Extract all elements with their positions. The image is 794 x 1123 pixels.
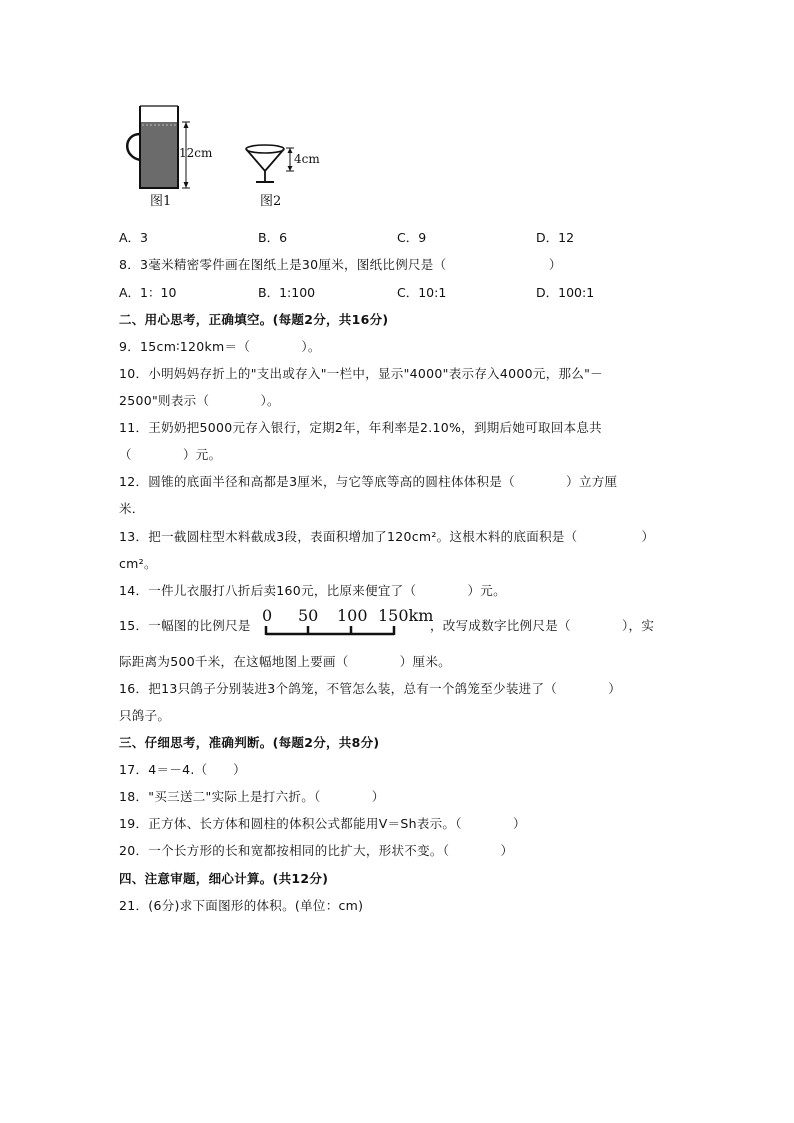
question-13-line-1: 13．把一截圆柱型木料截成3段，表面积增加了120cm²。这根木料的底面积是（ ） (119, 529, 655, 544)
q7-option-b: B．6 (258, 230, 288, 245)
q8-option-d: D．100:1 (536, 285, 595, 300)
question-9: 9．15cm∶120km＝（ ）。 (119, 339, 321, 354)
question-20: 20．一个长方形的长和宽都按相同的比扩大，形状不变。（ ） (119, 843, 514, 858)
question-10-line-1: 10．小明妈妈存折上的"支出或存入"一栏中，显示"4000"表示存入4000元，那么"－ (119, 366, 603, 381)
scale-label-0: 0 (262, 606, 273, 625)
question-10-line-2: 2500"则表示（ ）。 (119, 393, 280, 408)
scale-label-100: 100 (337, 606, 368, 625)
question-15-suffix: ，改写成数字比例尺是（ ），实 (430, 618, 655, 633)
question-19: 19．正方体、长方体和圆柱的体积公式都能用V＝Sh表示。（ ） (119, 816, 526, 831)
scale-bar (264, 624, 400, 636)
fig2-height-label: 4cm (294, 152, 320, 166)
question-15-prefix: 15．一幅图的比例尺是 (119, 618, 251, 633)
q7-option-a: A．3 (119, 230, 149, 245)
section-4-title: 四、注意审题，细心计算。(共12分) (119, 871, 329, 886)
question-13-line-2: cm²。 (119, 556, 157, 571)
figure-2-cone-glass (240, 138, 300, 188)
question-12-line-1: 12．圆锥的底面半径和高都是3厘米，与它等底等高的圆柱体体积是（ ）立方厘 (119, 474, 618, 489)
question-17: 17．4＝－4.（ ） (119, 762, 246, 777)
question-8: 8．3毫米精密零件画在图纸上是30厘米，图纸比例尺是（ ） (119, 257, 562, 272)
q7-option-c: C．9 (397, 230, 427, 245)
q8-option-c: C．10:1 (397, 285, 447, 300)
scale-label-50: 50 (298, 606, 319, 625)
section-3-title: 三、仔细思考，准确判断。(每题2分，共8分) (119, 735, 380, 750)
question-12-line-2: 米． (119, 501, 145, 516)
question-21: 21．(6分)求下面图形的体积。(单位：cm) (119, 898, 364, 913)
section-2-title: 二、用心思考，正确填空。(每题2分，共16分) (119, 312, 389, 327)
q7-option-d: D．12 (536, 230, 575, 245)
cup-handle (127, 134, 140, 160)
question-14: 14．一件儿衣服打八折后卖160元，比原来便宜了（ ）元。 (119, 583, 506, 598)
question-16-line-2: 只鸽子。 (119, 708, 171, 723)
fig1-height-label: 12cm (179, 146, 213, 160)
question-11-line-1: 11．王奶奶把5000元存入银行，定期2年，年利率是2.10%，到期后她可取回本息共 (119, 420, 602, 435)
cup-liquid (140, 122, 178, 188)
question-16-line-1: 16．把13只鸽子分别装进3个鸽笼，不管怎么装，总有一个鸽笼至少装进了（ ） (119, 681, 622, 696)
question-18: 18．"买三送二"实际上是打六折。（ ） (119, 789, 385, 804)
fig2-label: 图2 (260, 194, 282, 209)
question-15-line-2: 际距离为500千米，在这幅地图上要画（ ）厘米。 (119, 654, 451, 669)
question-11-line-2: （ ）元。 (119, 447, 222, 462)
scale-label-150km: 150km (378, 606, 434, 625)
q8-option-b: B．1:100 (258, 285, 316, 300)
q8-option-a: A．1：10 (119, 285, 177, 300)
cone-rim (246, 145, 284, 153)
fig1-label: 图1 (150, 194, 172, 209)
